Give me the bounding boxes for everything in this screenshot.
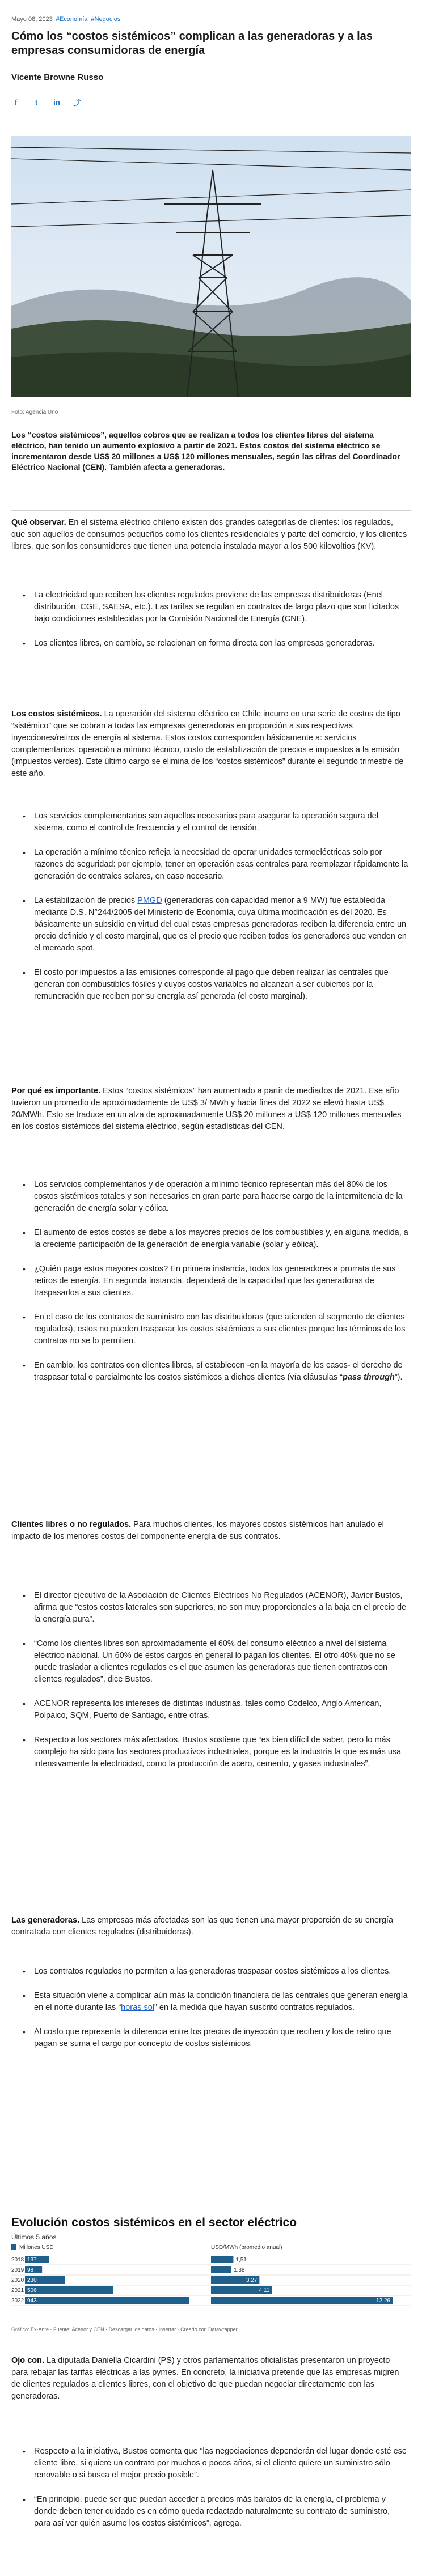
section-text: Las empresas más afectadas son las que tienen una mayor proporción de su energía contratada con clientes regulados (distribuidoras). [11, 1916, 394, 1937]
list-item: • Respecto a la iniciativa, Bustos comenta que “las negociaciones dependerán del lugar donde esté ese cliente libre, si quiere un contrato por muchos o pocos años, si el cliente quiere un suministro sólo renovable o si busca el mejor precio posible”. [11, 2446, 408, 2481]
section-systemic-costs [11, 708, 408, 780]
power-tower-photo [11, 136, 411, 397]
list-item: • En cambio, los contratos con clientes libres, sí establecen -en la mayoría de los casos- el derecho de traspasar total o parcialmente los costos sistémicos a dichos clientes (vía cláusulas “pass through”). [11, 1360, 408, 1384]
linkedin-icon[interactable]: in [53, 97, 60, 107]
list-item: • La electricidad que reciben los clientes regulados proviene de las empresas distribuidoras (Enel distribución, CGE, SAESA, etc.). Las tarifas se regulan en contratos de largo plazo que son licitados bajo condiciones establecidas por la Comisión Nacional de Energía (CNE). [11, 589, 408, 625]
data-label: 943 [27, 2298, 37, 2304]
data-label: 1,38 [234, 2267, 245, 2273]
bullet-list [11, 1179, 408, 1396]
facebook-icon[interactable]: f [14, 97, 18, 107]
tick-label: 2019 [11, 2267, 24, 2273]
bullet-list [11, 2446, 408, 2542]
section-why-important [11, 1085, 408, 1133]
list-item: • Esta situación viene a complicar aún más la condición financiera de las centrales que generan energía en el norte durante las “horas sol” en la medida que hayan suscrito contratos regulados. [11, 1990, 408, 2014]
chart-source: Gráfico: Ex-Ante · Fuente: Acenor y CEN · Descargar los datos · Insertar · Creado con Datawrapper [11, 2327, 238, 2332]
bar [211, 2297, 393, 2304]
social-share-bar [11, 97, 82, 107]
horas-sol-link[interactable]: horas sol [121, 2003, 154, 2012]
bullet-list [11, 1590, 408, 1783]
data-label: 3,27 [246, 2277, 258, 2284]
list-item: • El costo por impuestos a las emisiones corresponde al pago que deben realizar las centrales que generan con combustibles fósiles y cuyos costos variables no alcanzan a ser cubiertos por la remuneración que reciben por su energía así generada (el costo marginal). [11, 967, 408, 1003]
tick-label: 2022 [11, 2298, 24, 2304]
section-text: Para muchos clientes, los mayores costos sistémicos han anulado el impacto de los menores costos del componente energía de sus contratos. [11, 1520, 384, 1541]
section-heading: Qué observar. [11, 518, 66, 527]
list-item: • “Como los clientes libres son aproximadamente el 60% del consumo eléctrico a nivel del sistema eléctrico nacional. Un 60% de estos cargos en general lo pagan los clientes. El otro 40% que no se puede trasladar a clientes regulados es el que asumen las generadoras que tienen contratos con clientes regulados”, dice Bustos. [11, 1638, 408, 1686]
list-item: • El aumento de estos costos se debe a los mayores precios de los combustibles y, en alguna medida, a la creciente participación de la generación de energía variable (solar y eólica). [11, 1227, 408, 1251]
tag-link-economia[interactable]: #Economía [56, 16, 88, 23]
data-label: 137 [27, 2257, 37, 2263]
section-text: Estos “costos sistémicos” han aumentado a partir de mediados de 2021. Ese año tuvieron un promedio de aproximadamente de US$ 3/ MWh y hacia fines del 2022 se elevó hasta US$ 20/MWh. Esto se traduce en un alza de aproximadamente US$ 20 millones a US$ 120 millones mensuales en los costos sistémicos del sistema eléctrico, según estadísticas del CEN. [11, 1087, 402, 1131]
section-heading: Por qué es importante. [11, 1087, 101, 1096]
section-text: En el sistema eléctrico chileno existen dos grandes categorías de clientes: los regulados, que son aquellos de consumos pequeños como los clientes residenciales y parte del comercio, y los clientes libres, que son los consumidores que tienen una potencia instalada mayor a los 500 kilovoltios (KV). [11, 518, 407, 551]
publish-date: Mayo 08, 2023 [11, 16, 53, 23]
list-item: • ACENOR representa los intereses de distintas industrias, tales como Codelco, Anglo American, Polpaico, SQM, Puerto de Santiago, entre otras. [11, 1698, 408, 1722]
chart-block [11, 2216, 411, 2332]
pass-through-term: pass through [342, 1373, 395, 1382]
section-heading: Los costos sistémicos. [11, 710, 102, 719]
section-watch-out [11, 2355, 408, 2403]
author-byline: Vicente Browne Russo [11, 73, 104, 82]
section-heading: Ojo con. [11, 2356, 44, 2365]
section-heading: Las generadoras. [11, 1916, 80, 1925]
list-item: • Los servicios complementarios son aquellos necesarios para asegurar la operación segura del sistema, como el control de frecuencia y el control de tensión. [11, 810, 408, 834]
list-item: • Los contratos regulados no permiten a las generadoras traspasar costos sistémicos a los clientes. [11, 1966, 408, 1977]
bar [25, 2286, 113, 2294]
bullet-list [11, 810, 408, 1015]
pmgd-link[interactable]: PMGD [137, 896, 162, 905]
bar-chart [11, 2241, 411, 2320]
section-text: La diputada Daniella Cicardini (PS) y otros parlamentarios oficialistas presentaron un proyecto para rebajar las tarifas eléctricas a las pymes. En concreto, la iniciativa pretende que las empresas migren de clientes regulados a clientes libres, con el objetivo de que puedan negociar directamente con las generadoras. [11, 2356, 399, 2401]
article-headline: Cómo los “costos sistémicos” complican a las generadoras y a las empresas consumidoras de energía [11, 30, 373, 57]
list-item: • En el caso de los contratos de suministro con las distribuidoras (que atienden al segmento de clientes regulados), estos no pueden traspasar los costos sistémicos a sus clientes porque los términos de los contratos no se lo permiten. [11, 1312, 408, 1347]
tick-label: 2020 [11, 2277, 24, 2284]
article-meta [11, 16, 120, 23]
share-icon[interactable]: ⤴ [73, 98, 81, 107]
chart-title: Evolución costos sistémicos en el sector eléctrico [11, 2216, 297, 2229]
legend-swatch [11, 2244, 16, 2250]
legend-label: Millones USD [19, 2244, 54, 2251]
twitter-icon[interactable]: t [35, 97, 38, 107]
legend-label: USD/MWh (promedio anual) [211, 2244, 282, 2251]
hero-image [11, 136, 411, 397]
list-item: • ¿Quién paga estos mayores costos? En primera instancia, todos los generadores a prorrata de sus retiros de energía. En segunda instancia, dependerá de la capacidad que las generadoras de traspasarlos a sus clientes. [11, 1263, 408, 1299]
data-label: 506 [27, 2288, 37, 2294]
list-item: • La estabilización de precios PMGD (generadoras con capacidad menor a 9 MW) fue establecida mediante D.S. N°244/2005 del Ministerio de Economía, cuya última modificación es del 2020. Es básicamente un subsidio en virtud del cual estas empresas generadoras reciben la diferencia entre un precio definido y el costo marginal, que es el precio que reciben todos los generadores que venden en el mercado spot. [11, 895, 408, 954]
section-generators [11, 1915, 408, 1938]
bullet-list [11, 1966, 408, 2063]
bullet-list [11, 589, 408, 662]
tick-label: 2018 [11, 2257, 24, 2263]
section-free-clients [11, 1519, 408, 1543]
data-label: 98 [27, 2267, 34, 2273]
data-label: 1,51 [235, 2257, 247, 2263]
data-label: 230 [27, 2277, 37, 2284]
divider [11, 510, 411, 511]
list-item: • Al costo que representa la diferencia entre los precios de inyección que reciben y los de retiro que pagan se suma el cargo por concepto de costos sistémicos. [11, 2026, 408, 2050]
tag-link-negocios[interactable]: #Negocios [91, 16, 121, 23]
bar [211, 2256, 233, 2263]
list-item: • El director ejecutivo de la Asociación de Clientes Eléctricos No Regulados (ACENOR), Javier Bustos, afirma que “estos costos laterales son superiores, no son muy proporcionales a la baja en el precio de la energía pura”. [11, 1590, 408, 1626]
section-heading: Clientes libres o no regulados. [11, 1520, 132, 1529]
tick-label: 2021 [11, 2288, 24, 2294]
list-item: • “En principio, puede ser que puedan acceder a precios más baratos de la energía, el problema y donde deben tener cuidado es en cómo queda redactado naturalmente su contrato de suministro, para así ver quién asume los costos sistémicos”, agrega. [11, 2494, 408, 2530]
list-item: • Respecto a los sectores más afectados, Bustos sostiene que “es bien difícil de saber, pero lo más complejo ha sido para los sectores productivos industriales, porque es la industria la que es más usa intensivamente la electricidad, como la producción de acero, cemento, y gases industriales”. [11, 1734, 408, 1770]
image-caption: Foto: Agencia Uno [11, 409, 58, 415]
list-item: • Los servicios complementarios y de operación a mínimo técnico representan más del 80% de los costos sistémicos totales y son necesarios en gran parte para hacerse cargo de la intermitencia de la generación de energía solar y eólica. [11, 1179, 408, 1215]
data-label: 4,11 [259, 2288, 270, 2294]
list-item: • La operación a mínimo técnico refleja la necesidad de operar unidades termoeléctricas solo por razones de seguridad: por ejemplo, tener en operación esas centrales para reemplazar rápidamente la generación de centrales solares, en caso necesario. [11, 847, 408, 882]
data-label: 12,26 [375, 2298, 390, 2304]
bar [211, 2266, 231, 2273]
chart-subtitle: Últimos 5 años [11, 2233, 57, 2241]
article-lead: Los “costos sistémicos”, aquellos cobros que se realizan a todos los clientes libres del sistema eléctrico, han tenido un aumento explosivo a partir de 2021. Estos costos del sistema eléctrico se incrementaron desde US$ 20 millones a US$ 120 millones mensuales, según las cifras del Coordinador Eléctrico Nacional (CEN). También afecta a generadoras. [11, 430, 400, 472]
section-text: La operación del sistema eléctrico en Chile incurre en una serie de costos de tipo “sistémico” que se cobran a todas las empresas generadoras en proporción a sus respectivas inyecciones/retiros de energía al sistema. Estos costos corresponden básicamente a: servicios complementarios, operación a mínimo técnico, costo de estabilización de precios e impuestos a la emisión (impuestos verdes). Este último cargo se elimina de los “costos sistémicos” durante el segundo trimestre de este año. [11, 710, 404, 778]
list-item: • Los clientes libres, en cambio, se relacionan en forma directa con las empresas generadoras. [11, 638, 408, 650]
section-what-to-watch [11, 517, 408, 553]
bar [25, 2297, 189, 2304]
